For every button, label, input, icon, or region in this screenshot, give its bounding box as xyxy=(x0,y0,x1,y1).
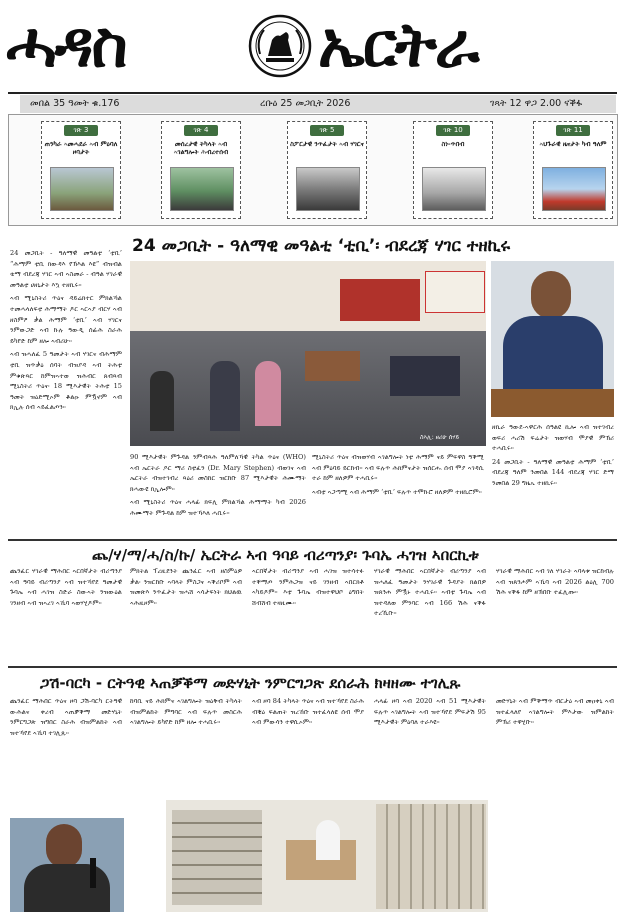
story3-column xyxy=(10,696,122,814)
paragraph: ሃገራዊ ማሕበር ኣርበኛታት ብሪጣንያ ኣብ ዝሓለፈ ዓመታት ንሃገራዊ ጉዳያት ክልበዎ ዝጸንሐ ምዃኑ ተሓቢሩ። ኣብቲ ጉባኤ ኣብ ዝተዳለወ ምንባር ኣብ 166 ሽሕ ናቕፋ ተረኺቡ። xyxy=(374,567,486,618)
paragraph: ጨንፈር ሃገራዊ ማሕበር ኣርበኛታት ብሪጣንያ ኣብ ዓባይ ብሪጣንያ ኣብ ዝተኻየደ ዓመታዊ ጉባኤ ኣብ ሓገዝ ስድራ ስውኣት ንዝውዕል ገንዘብ ኣብ ዝኣረገ ኣኼባ ኣወሃሂዶም። xyxy=(10,567,122,607)
story2-column xyxy=(374,566,486,666)
teaser-photo xyxy=(296,167,360,211)
teaser-caption: ኣህጉራዊ ዜናታት ካብ ዓለም xyxy=(539,140,607,148)
teaser-page: ገጽ 10 xyxy=(436,125,470,136)
speaker-podium-photo xyxy=(491,261,614,417)
teaser-card[interactable] xyxy=(161,121,241,219)
teaser-photo xyxy=(50,167,114,211)
pharmacy-shelves-photo xyxy=(166,800,488,912)
paragraph: መድሃኒት ኣብ ምቕማጥ ብርታዕ ኣብ መዐቀኒ ኣብ ዝተፈላለየ ኣገልግሎት ምእታው ዝምልከት ምኽሪ ተዋሂቡ። xyxy=(496,697,614,727)
paragraph: 24 መጋቢት - ዓለማዊ መዓልቲ ‘ቲቢ’ “ሕማም ቲቢ ክውዳእ የኽእል እዩ” ብዝብል ቴማ ብደረጃ ሃገር ኣብ ኣስመራ - ብዓል ሃገራዊ መዓልቲ ሀዘኒታት እኳ ተዘኪሩ። xyxy=(10,249,122,289)
masthead-title-right: ኤርትራ xyxy=(318,8,478,81)
teaser-caption: ጠንካራ ኣመሓደራ ኣብ ምዕባለ ዞባታት xyxy=(44,140,118,156)
paragraph: ጨንፈር ማሕበር ጥዕና ዞባ ጋሽ-ባርካ ርትዓዊ ውሕልና ቀረብ ኣጠቓቕማ መድሃኒት ንምርግጋጽ ዝግበር ስራሕ ብዝምልከት ኣብ ዝተኻየደ ኣኼባ ተገሊጹ። xyxy=(10,697,122,737)
story3-column xyxy=(130,696,242,796)
teaser-page: ገጽ 4 xyxy=(184,125,218,136)
teaser-card[interactable] xyxy=(413,121,493,219)
paragraph: ኣብቲ ኣጋጣሚ ኣብ ሕማም ‘ቲቢ’ ፍሉጥ ተሞኩሮ ዘለዎም ተዘኪሮም። xyxy=(312,487,482,496)
teaser-strip xyxy=(8,114,618,226)
story3-column xyxy=(496,696,614,911)
teaser-caption: መሰረታዊ ትካላት ኣብ ኣገልግሎት ሕብረተሰብ xyxy=(173,140,229,156)
teaser-card[interactable] xyxy=(287,121,367,219)
teaser-caption: ስነ-ጥበብ xyxy=(441,140,465,148)
pages-price: ገጻት 12 ዋጋ 2.00 ናቕፋ xyxy=(490,98,583,109)
story2-headline: ጨ/ሃ/ማ/ሓ/ስ/ኩ/ ኤርትራ ኣብ ዓባይ ብሪጣንያ፡ ጉባኤ ሓገዝ ኣበርኪቱ xyxy=(92,546,479,564)
paragraph: ዘኪራ ዓውደ-ኣዋርሕ ሰዓልዩ ኪሎ ኣብ ዝተገብረ ወፍሪ ሓሪሽ ፍሬታት ዝወሃብ ሞያዊ ምኽሪ ተሓቢሩ። xyxy=(492,423,614,453)
paragraph: ሃገራዊ ማሕበር ኣብ ገለ ሃገራት ኣባላቱ ዝርከብሉ ኣብ ዝጸንሖም ኣኼባ ኣብ 2026 ልዕሊ 700 ሽሕ ናቕፋ ከም ዘኽበቡ ተፈሊጡ። xyxy=(496,567,614,597)
section-divider xyxy=(8,539,617,541)
paragraph: ኣብ ዞባ 84 ትካላት ጥዕና ኣብ ዝተኻየደ ስራሕ ብቑዕ ፍልጠት ዝረኸቡ ዝተፈላለዩ ሰብ ሞያ ኣብ ምውሳን ተዋሲኦም። xyxy=(252,697,364,727)
story1-headline: 24 መጋቢት - ዓለማዊ መዓልቲ ‘ቲቢ’፡ ብደረጃ ሃገር ተዘኪሩ xyxy=(132,236,511,256)
issue-info-bar xyxy=(20,95,616,113)
teaser-photo xyxy=(422,167,486,211)
teaser-card[interactable] xyxy=(41,121,121,219)
paragraph: ኣርበኛታት ብሪጣንያ ኣብ ሓገዝ ዝተሳተፉ ተቐማጦ ንምሕጋዝ ናይ ገንዘብ ኣበርክቶ ኣካይዶም። እቲ ጉባኤ ብዝተዋህቦ ዕግበት ሸብሸብ ተዛዚሙ። xyxy=(252,567,364,607)
teaser-page: ገጽ 5 xyxy=(310,125,344,136)
paragraph: ሚኒስትሪ ጥዕና ብዝወሃብ ኣገልግሎት ነቲ ሕማም ናይ ምፍዋስ ዓቕሚ ኣብ ምዕባይ ይርከብ። ኣብ ፍሉጥ ሕክምናታት ዝሰርሑ ሰብ ሞያ ኣገዳሲ ተራ ከም ዘለዎም ተሓቢሩ። xyxy=(312,453,484,483)
speaker-photo xyxy=(10,818,124,912)
story1-mid-column xyxy=(130,452,306,548)
story1-left-column xyxy=(10,248,122,586)
issue-number: መበል 35 ዓመት ቁ.176 xyxy=(30,98,120,109)
story1-right-column xyxy=(312,452,484,548)
paragraph: ምክትል ፕረዚደንት ጨንፈር ኣብ ዘስምዕዎ ቃል፡ ንዝርከቡ ኣባላት ምስጋና ኣቕሪቦም ኣብ ዝመጽእ ንጥፈታት ዝሓሸ ኣሳታፍነት ክህልዉ ኣሕዚዞም። xyxy=(130,567,242,607)
story2-column xyxy=(10,566,122,666)
eritrea-emblem-icon xyxy=(246,10,314,84)
story3-column xyxy=(374,696,486,796)
story2-column xyxy=(252,566,364,666)
teaser-page: ገጽ 3 xyxy=(64,125,98,136)
issue-date: ረቡዕ 25 መጋቢት 2026 xyxy=(260,98,351,109)
teaser-photo xyxy=(170,167,234,211)
paragraph: ሓላፊ ዞባ ኣብ 2020 ኣብ 51 ሚእታዊት ፍሉጥ ኣገልግሎት ኣብ ዝተኻየደ ምፍታሽ 95 ሚእታዊት ምዕባለ ተራእዩ። xyxy=(374,697,486,727)
teaser-page: ገጽ 11 xyxy=(556,125,590,136)
paragraph: ከባቢ ናይ ሕክምና ኣገልግሎት ዝዕቅብ ትካላት ብዝምልከት ምግባር ኣብ ፍሉጥ መስርሕ ኣገልግሎት ይካየድ ከም ዘሎ ተሓቢሩ። xyxy=(130,697,242,727)
teaser-caption: ስፖርታዊ ንጥፈታት ኣብ ሃገርና xyxy=(290,140,364,148)
story3-column xyxy=(252,696,364,796)
masthead-title-left: ሓዳስ xyxy=(6,8,126,81)
paragraph: ኣብ ሚኒስትሪ ጥዕና ሓላፊ ክፍሊ ምክልኻል ሕማማት ካብ 2026 ሕሙማት ምጉዳል ከም ዝተኻእለ ሓቢሩ። xyxy=(130,498,306,517)
story2-column xyxy=(130,566,242,666)
conference-photo xyxy=(130,261,486,446)
photo-credit: ስእሊ: ዘሪሁ ሰሃይ xyxy=(420,434,460,441)
paragraph: ኣብ ሚኒስትሪ ጥዕና ዳይሬክተር ምክልኻል ተመሓላለፍቲ ሕማማት ዶር ኣርኣያ ብርሃ ኣብ ዘስምዖ ቃል ሕማም ‘ቲቢ’ ኣብ ሃገርና ንምውጋድ ኣብ ኩሉ ዓውዲ ሰፊሕ ስራሕ ይካየድ ከም ዘሎ ኣብሪሁ። xyxy=(10,294,122,345)
teaser-card[interactable] xyxy=(533,121,613,219)
masthead xyxy=(0,0,625,92)
paragraph: ኣብ ዝሓለፈ 5 ዓመታት ኣብ ሃገርና ብሕማም ቲቢ ዝጥቃዕ ሰባት ብዝያዳ ኣብ ትሕቲ ምቁጽጻር ከምዝኣተወ ዝሕብር ጸብጻብ ሚኒስትሪ ጥዕና፡ 18 ሚእታዊት ትሕቲ 15 ዓመት ዝዕድሚኦም ቆልዑ ምዃኖም ኣብ ክኢሉ ሰብ ኣይፈልጦን። xyxy=(10,350,122,412)
teaser-photo xyxy=(542,167,606,211)
story2-column xyxy=(496,566,614,666)
podium-caption-text xyxy=(492,422,614,544)
paragraph: 24 መጋቢት - ዓለማዊ መዓልቲ ሕማም ‘ቲቢ’ ብደረጃ ዓለም ንመበል 144 ብደረጃ ሃገር ድማ ንመበል 29 ግዜኡ ተዘኪሩ። xyxy=(492,457,614,487)
story3-headline: ጋሽ-ባርካ - ርትዓዊ ኣጠቓቕማ መድሃኒት ንምርግጋጽ ደሰራሕ ክዛዘሙ ተገሊጹ xyxy=(40,674,461,692)
masthead-rule xyxy=(8,92,617,94)
section-divider xyxy=(8,666,617,668)
paragraph: 90 ሚእታዊት ምጉዳል ንምብጻሕ ዓለምለኻዊ ትካል ጥዕና (WHO) ኣብ ኤርትራ ዶር ማሪ ስቲፈን (Dr. Mary Stephen) ብወገና ኣብ ኤርትራ ብዝተገብረ ጻዕሪ መስከር ዝርከቡ 87 ሚእታዊት ሕሙማት ክሓውዩ ክኢሎም። xyxy=(130,453,306,493)
